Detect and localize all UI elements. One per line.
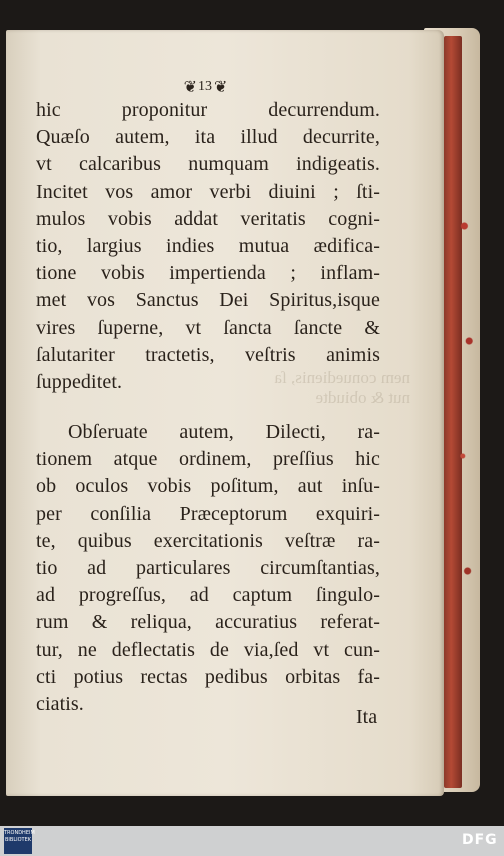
text-line: ſuppeditet. xyxy=(36,370,123,393)
text-line: tur, ne deflectatis de via,ſed vt cun- xyxy=(36,638,380,661)
text-line: te, quibus exercitationis veſtræ ra- xyxy=(36,529,380,552)
text-line: per conſilia Præceptorum exquiri- xyxy=(36,502,380,525)
text-line: Obſeruate autem, Dilecti, ra- xyxy=(68,421,380,444)
page-body-text xyxy=(36,97,380,718)
page-header xyxy=(150,76,260,98)
bleed-through-text: nem conuedienis, ſa nut & obiudte xyxy=(274,368,410,407)
text-line: mulos vobis addat veritatis cogni- xyxy=(36,207,380,230)
text-line: hic proponitur decurrendum. xyxy=(36,99,380,121)
footer-bar xyxy=(0,826,504,856)
dfg-logo: DFG xyxy=(462,832,498,848)
text-line: tione vobis impertienda ; inflam- xyxy=(36,262,380,285)
header-ornament-right-icon: ❦ xyxy=(214,79,227,96)
page-number: 13 xyxy=(198,79,212,94)
library-logo-text: TRONDHEIM BIBLIOTEK xyxy=(4,830,35,843)
text-line: ob oculos vobis poſitum, aut inſu- xyxy=(36,475,380,498)
text-line: ciatis. xyxy=(36,692,84,715)
text-line: Incitet vos amor verbi diuini ; ſti- xyxy=(36,180,380,203)
spine-speckles xyxy=(458,180,474,640)
catchword: Ita xyxy=(356,706,378,728)
header-ornament-left-icon: ❦ xyxy=(183,79,196,96)
text-line: rum & reliqua, accuratius referat- xyxy=(36,611,380,634)
text-line: cti potius rectas pedibus orbitas fa- xyxy=(36,665,380,688)
text-line: Quæſo autem, ita illud decurrite, xyxy=(36,126,380,149)
text-line: ſalutariter tractetis, veſtris animis xyxy=(36,343,380,366)
text-line: tionem atque ordinem, preſſius hic xyxy=(36,448,380,471)
text-line: vires ſuperne, vt ſancta ſancte & xyxy=(36,316,380,339)
text-line: tio ad particulares circumſtantias, xyxy=(36,557,380,579)
text-line: ad progreſſus, ad captum ſingulo- xyxy=(36,584,380,607)
text-line: tio, largius indies mutua ædifica- xyxy=(36,234,380,257)
text-line: met vos Sanctus Dei Spiritus,isque xyxy=(36,289,380,312)
text-line: vt calcaribus numquam indigeatis. xyxy=(36,153,380,176)
library-logo-icon xyxy=(4,828,35,854)
